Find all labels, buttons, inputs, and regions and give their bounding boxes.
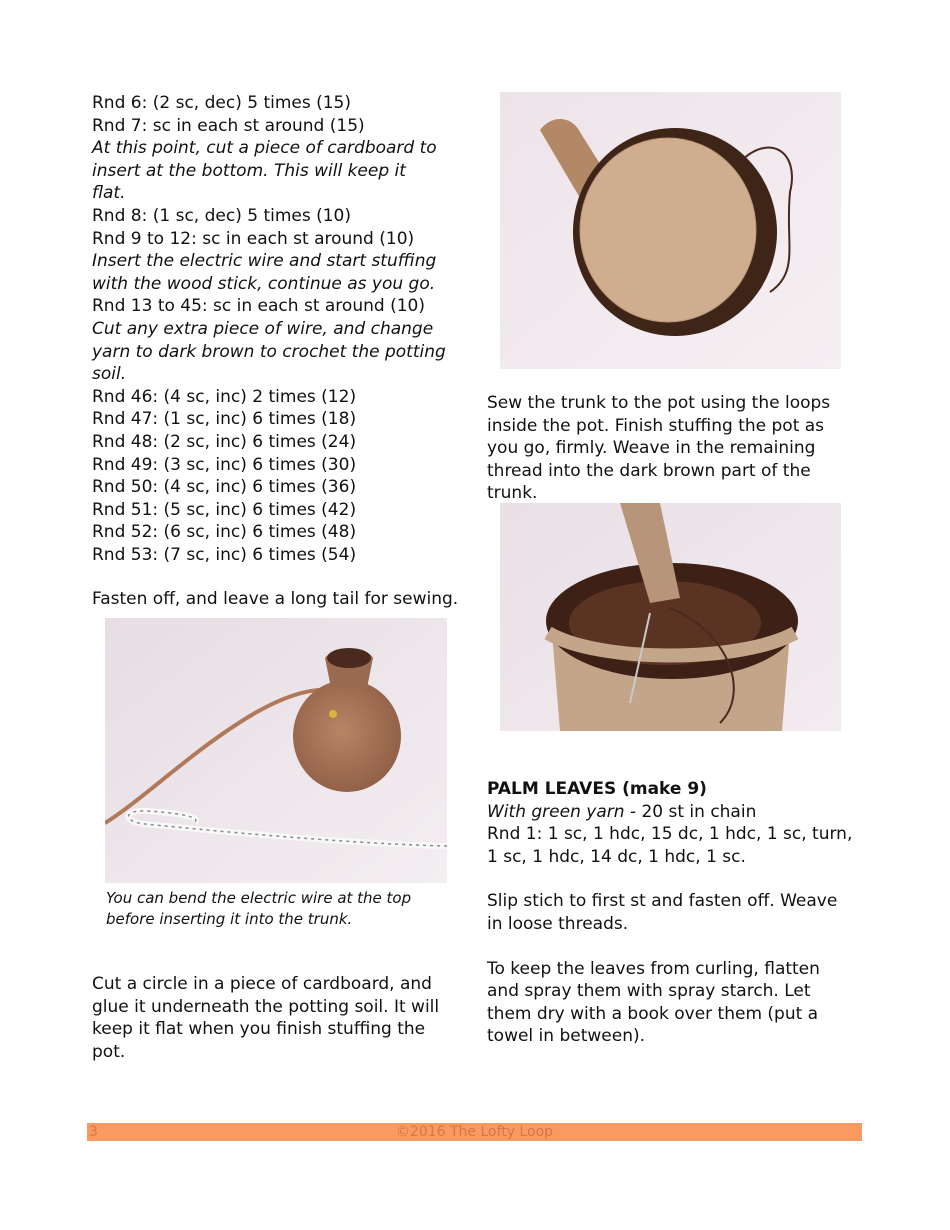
note-cardboard: At this point, cut a piece of cardboard to insert at the bottom. This will keep it flat. xyxy=(92,138,437,204)
copyright-text: ©2016 The Lofty Loop xyxy=(395,1124,554,1140)
round-line: Rnd 50: (4 sc, inc) 6 times (36) xyxy=(92,477,357,498)
photo-sewing-pot-image xyxy=(500,503,841,731)
round-line: Rnd 52: (6 sc, inc) 6 times (48) xyxy=(92,522,357,543)
sew-trunk-text: Sew the trunk to the pot using the loops inside the pot. Finish stuffing the pot as you go, firmly. Weave in the remaining thread into the dark brown part of the trunk. xyxy=(487,393,831,504)
note-wire: Insert the electric wire and start stuffing with the wood stick, continue as you go. xyxy=(92,251,437,294)
round-line: Rnd 49: (3 sc, inc) 6 times (30) xyxy=(92,454,357,475)
cut-circle-text: Cut a circle in a piece of cardboard, and glue it underneath the potting soil. It will keep it flat when you finish stuffing the pot. xyxy=(92,974,440,1062)
round-line: Rnd 8: (1 sc, dec) 5 times (10) xyxy=(92,205,352,226)
page-number: 3 xyxy=(89,1124,98,1140)
palm-leaves-heading: PALM LEAVES (make 9) xyxy=(487,779,707,799)
photo-cardboard-base-image xyxy=(500,92,841,369)
photo-cardboard-base xyxy=(500,92,841,369)
photo-caption: You can bend the electric wire at the top before inserting it into the trunk. xyxy=(106,889,412,928)
round-line: Rnd 51: (5 sc, inc) 6 times (42) xyxy=(92,499,357,520)
green-yarn-rest: 20 st in chain xyxy=(636,801,757,822)
round-line: Rnd 6: (2 sc, dec) 5 times (15) xyxy=(92,93,352,113)
fasten-off-text: Fasten off, and leave a long tail for sewing. xyxy=(92,589,459,610)
photo-wire-bend xyxy=(105,618,447,883)
right-lower-text xyxy=(487,778,857,1048)
round-line: Rnd 48: (2 sc, inc) 6 times (24) xyxy=(92,431,357,452)
photo-wire-bend-image xyxy=(105,618,447,883)
round-line: Rnd 46: (4 sc, inc) 2 times (12) xyxy=(92,386,357,407)
round-line: Rnd 9 to 12: sc in each st around (10) xyxy=(92,228,415,249)
slip-stitch-text: Slip stich to first st and fasten off. Weave in loose threads. xyxy=(487,891,838,934)
note-yarn: Cut any extra piece of wire, and change yarn to dark brown to crochet the potting soil. xyxy=(92,318,446,385)
page-footer xyxy=(87,1123,862,1141)
green-yarn-line xyxy=(487,801,857,824)
photo-sewing-pot xyxy=(500,503,841,731)
keep-flat-text: To keep the leaves from curling, flatten and spray them with spray starch. Let them dry with a book over them (put a towel in between). xyxy=(487,958,820,1047)
round-line: Rnd 53: (7 sc, inc) 6 times (54) xyxy=(92,544,357,565)
left-column xyxy=(92,92,467,611)
round-line: Rnd 47: (1 sc, inc) 6 times (18) xyxy=(92,409,357,430)
green-yarn-italic: With green yarn - xyxy=(487,801,637,822)
round-line: Rnd 13 to 45: sc in each st around (10) xyxy=(92,296,425,317)
rnd1-text: Rnd 1: 1 sc, 1 hdc, 15 dc, 1 hdc, 1 sc, turn, 1 sc, 1 hdc, 14 dc, 1 hdc, 1 sc. xyxy=(487,824,853,867)
round-line: Rnd 7: sc in each st around (15) xyxy=(92,115,365,136)
